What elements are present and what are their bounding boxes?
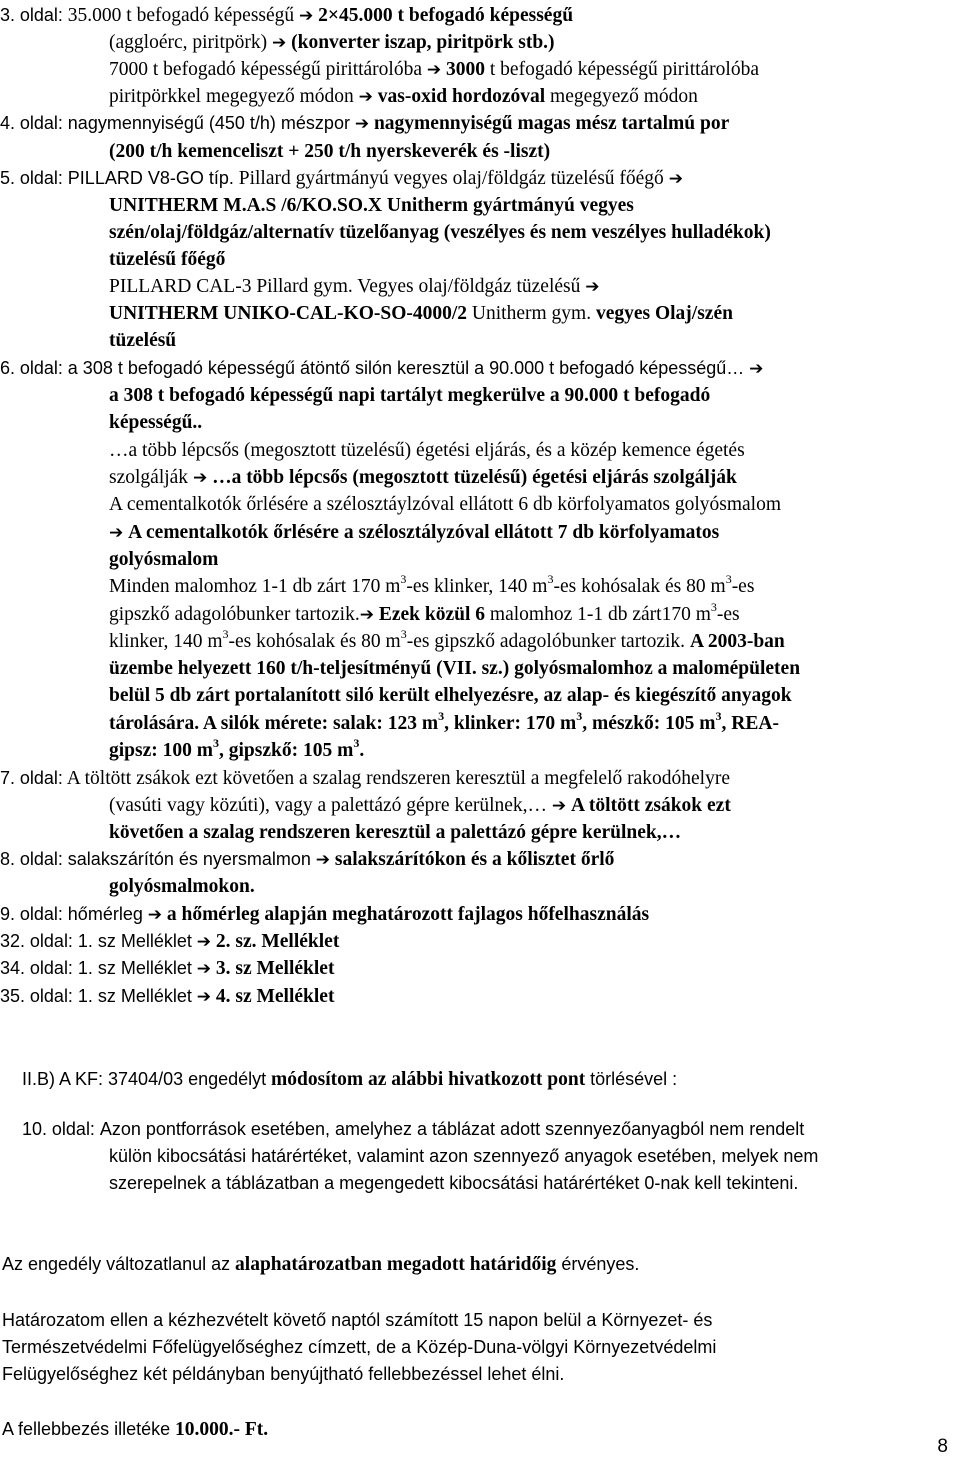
arrow-icon: ➔ bbox=[668, 169, 683, 189]
arrow-icon: ➔ bbox=[585, 277, 600, 297]
arrow-icon: ➔ bbox=[109, 523, 124, 543]
item-6-line-15: gipsz: 100 $m^3$, gipszkő: 105 $m^3$. bbox=[109, 735, 365, 761]
item-5-line-2: UNITHERM M.A.S /6/KO.SO.X Unitherm gyártmányú vegyes bbox=[109, 195, 634, 216]
arrow-icon: ➔ bbox=[358, 87, 373, 107]
item-6-line-9: Minden malomhoz 1-1 db zárt 170 $m^3-es$ klinker, 140 $m^3-es$ kohósalak és 80 $m^3-es$ bbox=[109, 571, 755, 597]
item-5-line-5: PILLARD CAL-3 Pillard gym. Vegyes olaj/földgáz tüzelésű ➔ bbox=[109, 276, 600, 297]
appeal-fee: A fellebbezés illetéke 10.000.- Ft. bbox=[2, 1419, 269, 1440]
arrow-icon: ➔ bbox=[299, 6, 314, 26]
arrow-icon: ➔ bbox=[271, 33, 287, 53]
item-6-line-8: golyósmalom bbox=[109, 549, 219, 570]
section-b-heading: II.B) A KF: 37404/03 engedélyt módosítom az alábbi hivatkozott pont törlésével : bbox=[22, 1069, 678, 1090]
item-7-line-3: követően a szalag rendszeren keresztül a palettázó gépre kerülnek,… bbox=[109, 822, 682, 843]
item-6-line-13: belül 5 db zárt portalanított siló került elhelyezésre, az alap- és kiegészítő anyagok bbox=[109, 685, 792, 706]
item-3-line-1: 3. oldal: 35.000 t befogadó képességű ➔ 2×45.000 t befogadó képességű bbox=[0, 5, 574, 26]
item-5-line-7: tüzelésű bbox=[109, 330, 177, 351]
item-6-line-5: szolgálják ➔ …a több lépcsős (megosztott tüzelésű) égetési eljárás szolgálják bbox=[109, 467, 737, 488]
arrow-icon: ➔ bbox=[551, 796, 567, 816]
item-10-line-2: külön kibocsátási határértéket, valamint azon szennyező anyagok esetében, melyek nem bbox=[109, 1146, 819, 1166]
item-10-line-1: 10. oldal: Azon pontforrások esetében, amelyhez a táblázat adott szennyezőanyagból nem rendelt bbox=[22, 1119, 805, 1139]
arrow-icon: ➔ bbox=[196, 959, 211, 979]
item-6-line-10: gipszkő adagolóbunker tartozik.➔ Ezek közül 6 malomhoz 1-1 db zárt170 $m^3-es$ bbox=[109, 599, 740, 625]
item-4-line-2: (200 t/h kemenceliszt + 250 t/h nyerskeverék és -liszt) bbox=[109, 141, 551, 162]
item-6-line-2: a 308 t befogadó képességű napi tartályt megkerülve a 90.000 t befogadó bbox=[109, 385, 711, 406]
item-8-line-1: 8. oldal: salakszárítón és nyersmalmon ➔ salakszárítókon és a kőlisztet őrlő bbox=[0, 849, 615, 870]
appeal-paragraph-line-3: Felügyelőséghez két példányban benyújtható fellebbezéssel lehet élni. bbox=[2, 1364, 565, 1384]
item-8-line-2: golyósmalmokon. bbox=[109, 876, 255, 897]
arrow-icon: ➔ bbox=[354, 114, 370, 134]
item-6-line-1: 6. oldal: a 308 t befogadó képességű átöntő silón keresztül a 90.000 t befogadó képességű… ➔ bbox=[0, 358, 764, 379]
item-7-line-2: (vasúti vagy közúti), vagy a palettázó gépre kerülnek,… ➔ A töltött zsákok ezt bbox=[109, 795, 731, 816]
arrow-icon: ➔ bbox=[426, 60, 442, 80]
item-6-line-6: A cementalkotók őrlésére a szélosztáylzóval ellátott 6 db körfolyamatos golyósmalom bbox=[109, 494, 782, 515]
item-5-line-1: 5. oldal: PILLARD V8-GO típ. Pillard gyártmányú vegyes olaj/földgáz tüzelésű főégő ➔ bbox=[0, 168, 683, 189]
item-32-line: 32. oldal: 1. sz Melléklet ➔ 2. sz. Melléklet bbox=[0, 931, 340, 952]
item-5-line-4: tüzelésű főégő bbox=[109, 249, 226, 270]
appeal-paragraph-line-1: Határozatom ellen a kézhezvételt követő naptól számított 15 napon belül a Környezet- és bbox=[2, 1310, 713, 1330]
item-7-line-1: 7. oldal: A töltött zsákok ezt követően a szalag rendszeren keresztül a megfelelő rakodóhelyre bbox=[0, 768, 731, 789]
item-4-line-1: 4. oldal: nagymennyiségű (450 t/h) mészpor ➔ nagymennyiségű magas mész tartalmú por bbox=[0, 113, 730, 134]
item-6-line-3: képességű.. bbox=[109, 412, 203, 433]
item-10-line-3: szerepelnek a táblázatban a megengedett kibocsátási határértéket 0-nak kell tekinteni. bbox=[109, 1173, 799, 1193]
item-5-line-3: szén/olaj/földgáz/alternatív tüzelőanyag (veszélyes és nem veszélyes hulladékok) bbox=[109, 222, 771, 243]
item-5-line-6: UNITHERM UNIKO-CAL-KO-SO-4000/2 Unitherm gym. vegyes Olaj/szén bbox=[109, 303, 733, 324]
arrow-icon: ➔ bbox=[749, 359, 764, 379]
arrow-icon: ➔ bbox=[315, 850, 331, 870]
arrow-icon: ➔ bbox=[147, 905, 162, 925]
item-9-line-1: 9. oldal: hőmérleg ➔ a hőmérleg alapján meghatározott fajlagos hőfelhasználás bbox=[0, 904, 650, 925]
item-3-line-2: (aggloérc, piritpörk) ➔ (konverter iszap, piritpörk stb.) bbox=[109, 32, 555, 53]
arrow-icon: ➔ bbox=[196, 932, 211, 952]
arrow-icon: ➔ bbox=[359, 605, 374, 625]
item-6-line-12: üzembe helyezett 160 t/h-teljesítményű (VII. sz.) golyósmalomhoz a malomépületen bbox=[109, 658, 801, 679]
item-6-line-11: klinker, 140 $m^3-es$ kohósalak és 80 $m^3-es$ gipszkő adagolóbunker tartozik. A 2003-ban bbox=[109, 626, 785, 652]
arrow-icon: ➔ bbox=[192, 468, 208, 488]
item-6-line-14: tárolására. A silók mérete: salak: 123 $m^3$, klinker: 170 $m^3$, mészkő: 105 $m^3$, REA- bbox=[109, 708, 779, 734]
item-34-line: 34. oldal: 1. sz Melléklet ➔ 3. sz Melléklet bbox=[0, 958, 335, 979]
item-3-line-3: 7000 t befogadó képességű pirittárolóba ➔ 3000 t befogadó képességű pirittárolóba bbox=[109, 59, 759, 80]
page-number: 8 bbox=[937, 1436, 948, 1457]
item-35-line: 35. oldal: 1. sz Melléklet ➔ 4. sz Melléklet bbox=[0, 986, 335, 1007]
item-6-line-7: ➔ A cementalkotók őrlésére a szélosztályzóval ellátott 7 db körfolyamatos bbox=[109, 522, 720, 543]
appeal-paragraph-line-2: Természetvédelmi Főfelügyelőséghez címzett, de a Közép-Duna-völgyi Környezetvédelmi bbox=[2, 1337, 717, 1357]
validity-paragraph: Az engedély változatlanul az alaphatározatban megadott határidőig érvényes. bbox=[2, 1254, 640, 1275]
item-6-line-4: …a több lépcsős (megosztott tüzelésű) égetési eljárás, és a közép kemence égetés bbox=[109, 440, 745, 461]
item-3-line-4: piritpörkkel megegyező módon ➔ vas-oxid hordozóval megegyező módon bbox=[109, 86, 698, 107]
arrow-icon: ➔ bbox=[196, 987, 211, 1007]
